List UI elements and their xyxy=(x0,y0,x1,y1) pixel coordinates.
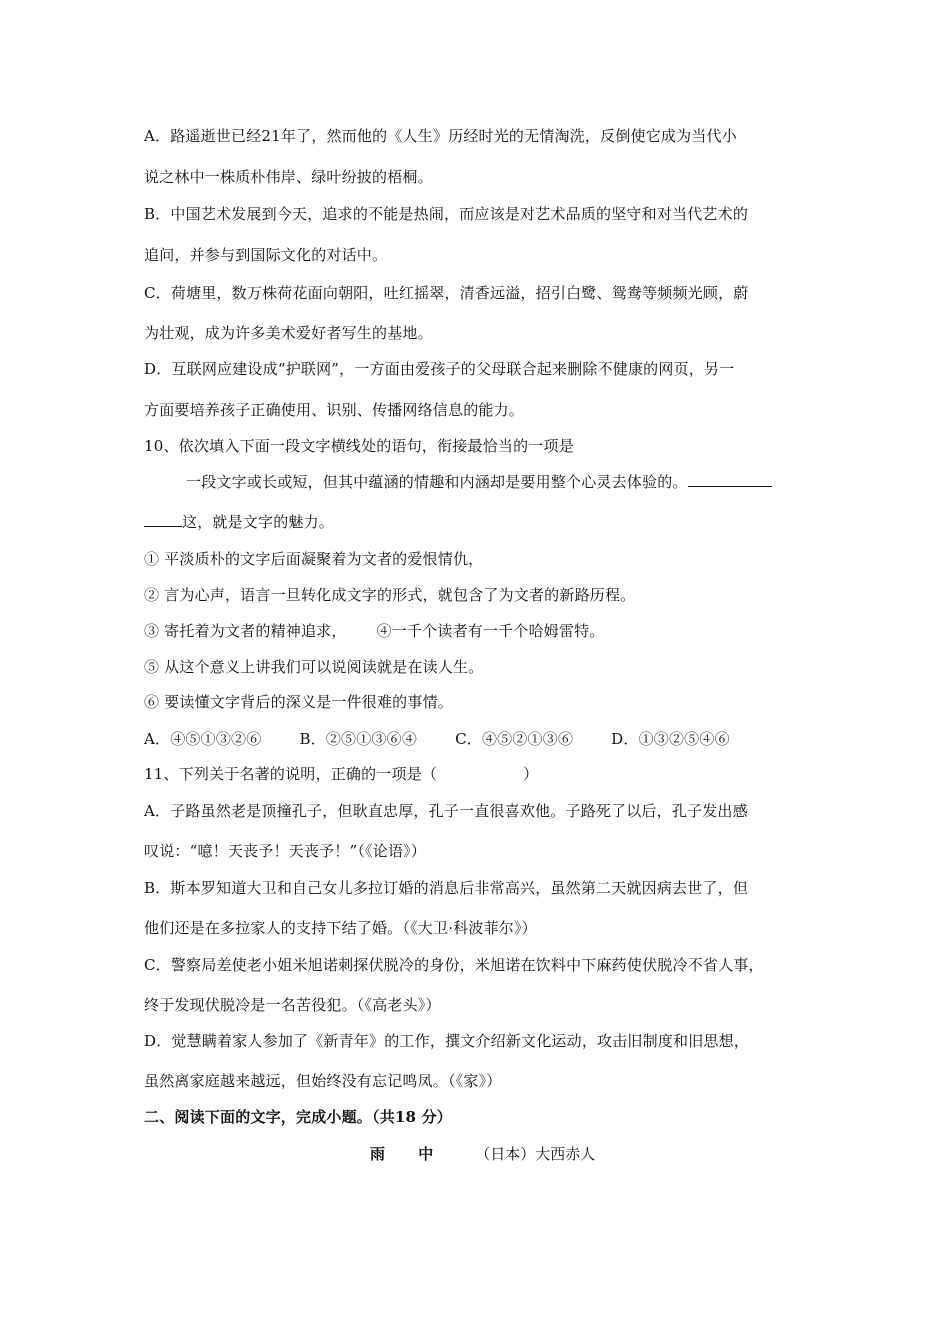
q9-option-a-line2: 说之林中一株质朴伟岸、绿叶纷披的梧桐。 xyxy=(144,168,433,186)
q10-passage-line1 xyxy=(186,472,772,492)
q11-option-a-line2: 叹说：“噫！天丧予！天丧予！”（《论语》） xyxy=(144,842,427,860)
q10-item-1: ① 平淡质朴的文字后面凝聚着为文者的爱恨情仇， xyxy=(144,550,484,568)
q9-option-a-line1: A．路遥逝世已经21年了，然而他的《人生》历经时光的无情淘洗，反倒使它成为当代小 xyxy=(144,127,737,145)
q9-option-b-line1: B．中国艺术发展到今天，追求的不能是热闹，而应该是对艺术品质的坚守和对当代艺术的 xyxy=(144,205,749,223)
story-title-line xyxy=(370,1144,595,1164)
q11-option-d-line1: D．觉慧瞒着家人参加了《新青年》的工作，撰文介绍新文化运动，攻击旧制度和旧思想， xyxy=(144,1032,750,1050)
q10-item-4: ④一千个读者有一千个哈姆雷特。 xyxy=(376,622,605,640)
fill-blank xyxy=(144,512,182,527)
section-heading: 二、阅读下面的文字，完成小题。（共18 分） xyxy=(144,1108,452,1126)
q11-option-b-line2: 他们还是在多拉家人的支持下结了婚。（《大卫·科波菲尔》） xyxy=(144,919,537,937)
q11-option-c-line1: C．警察局差使老小姐米旭诺刺探伏脱冷的身份，米旭诺在饮料中下麻药使伏脱冷不省人事， xyxy=(144,956,764,974)
q10-options xyxy=(144,729,730,749)
story-author: （日本）大西赤人 xyxy=(475,1145,596,1163)
q10-option-b: B．②⑤①③⑥④ xyxy=(299,730,418,748)
q9-option-d-line2: 方面要培养孩子正确使用、识别、传播网络信息的能力。 xyxy=(144,401,525,419)
q11-option-d-line2: 虽然离家庭越来越远，但始终没有忘记鸣凤。（《家》） xyxy=(144,1072,502,1090)
q10-option-c: C．④⑤②①③⑥ xyxy=(455,730,574,748)
q10-passage-line2 xyxy=(144,512,334,532)
q10-item-3: ③ 寄托着为文者的精神追求， xyxy=(144,622,347,640)
q9-option-c-line1: C．荷塘里，数万株荷花面向朝阳，吐红摇翠，清香远溢，招引白鹭、鸳鸯等频频光顾，蔚 xyxy=(144,284,749,302)
q10-item-3-4 xyxy=(144,621,605,641)
story-title: 雨 中 xyxy=(370,1145,448,1163)
q9-option-b-line2: 追问，并参与到国际文化的对话中。 xyxy=(144,246,388,264)
q10-option-d: D．①③②⑤④⑥ xyxy=(611,730,730,748)
q10-item-5: ⑤ 从这个意义上讲我们可以说阅读就是在读人生。 xyxy=(144,658,484,676)
q10-stem: 10、依次填入下面一段文字横线处的语句，衔接最恰当的一项是 xyxy=(144,437,574,455)
q10-item-6: ⑥ 要读懂文字背后的深义是一件很难的事情。 xyxy=(144,693,453,711)
q11-option-a-line1: A．子路虽然老是顶撞孔子，但耿直忠厚，孔子一直很喜欢他。子路死了以后，孔子发出感 xyxy=(144,802,748,820)
q9-option-c-line2: 为壮观，成为许多美术爱好者写生的基地。 xyxy=(144,324,433,342)
q11-stem-close: ） xyxy=(523,765,539,783)
q10-option-a: A．④⑤①③②⑥ xyxy=(144,730,262,748)
q11-stem-text: 11、下列关于名著的说明，正确的一项是（ xyxy=(144,765,438,783)
q11-stem xyxy=(144,764,538,784)
q11-option-c-line2: 终于发现伏脱冷是一名苦役犯。（《高老头》） xyxy=(144,996,441,1014)
q11-option-b-line1: B．斯本罗知道大卫和自己女儿多拉订婚的消息后非常高兴，虽然第二天就因病去世了，但 xyxy=(144,879,749,897)
q10-item-2: ② 言为心声，语言一旦转化成文字的形式，就包含了为文者的新路历程。 xyxy=(144,586,636,604)
q10-passage-tail: 这，就是文字的魅力。 xyxy=(182,513,335,531)
q9-option-d-line1: D．互联网应建设成“护联网”，一方面由爱孩子的父母联合起来删除不健康的网页，另一 xyxy=(144,360,735,378)
q10-passage-text: 一段文字或长或短，但其中蕴涵的情趣和内涵却是要用整个心灵去体验的。 xyxy=(186,473,688,491)
fill-blank xyxy=(688,472,772,487)
